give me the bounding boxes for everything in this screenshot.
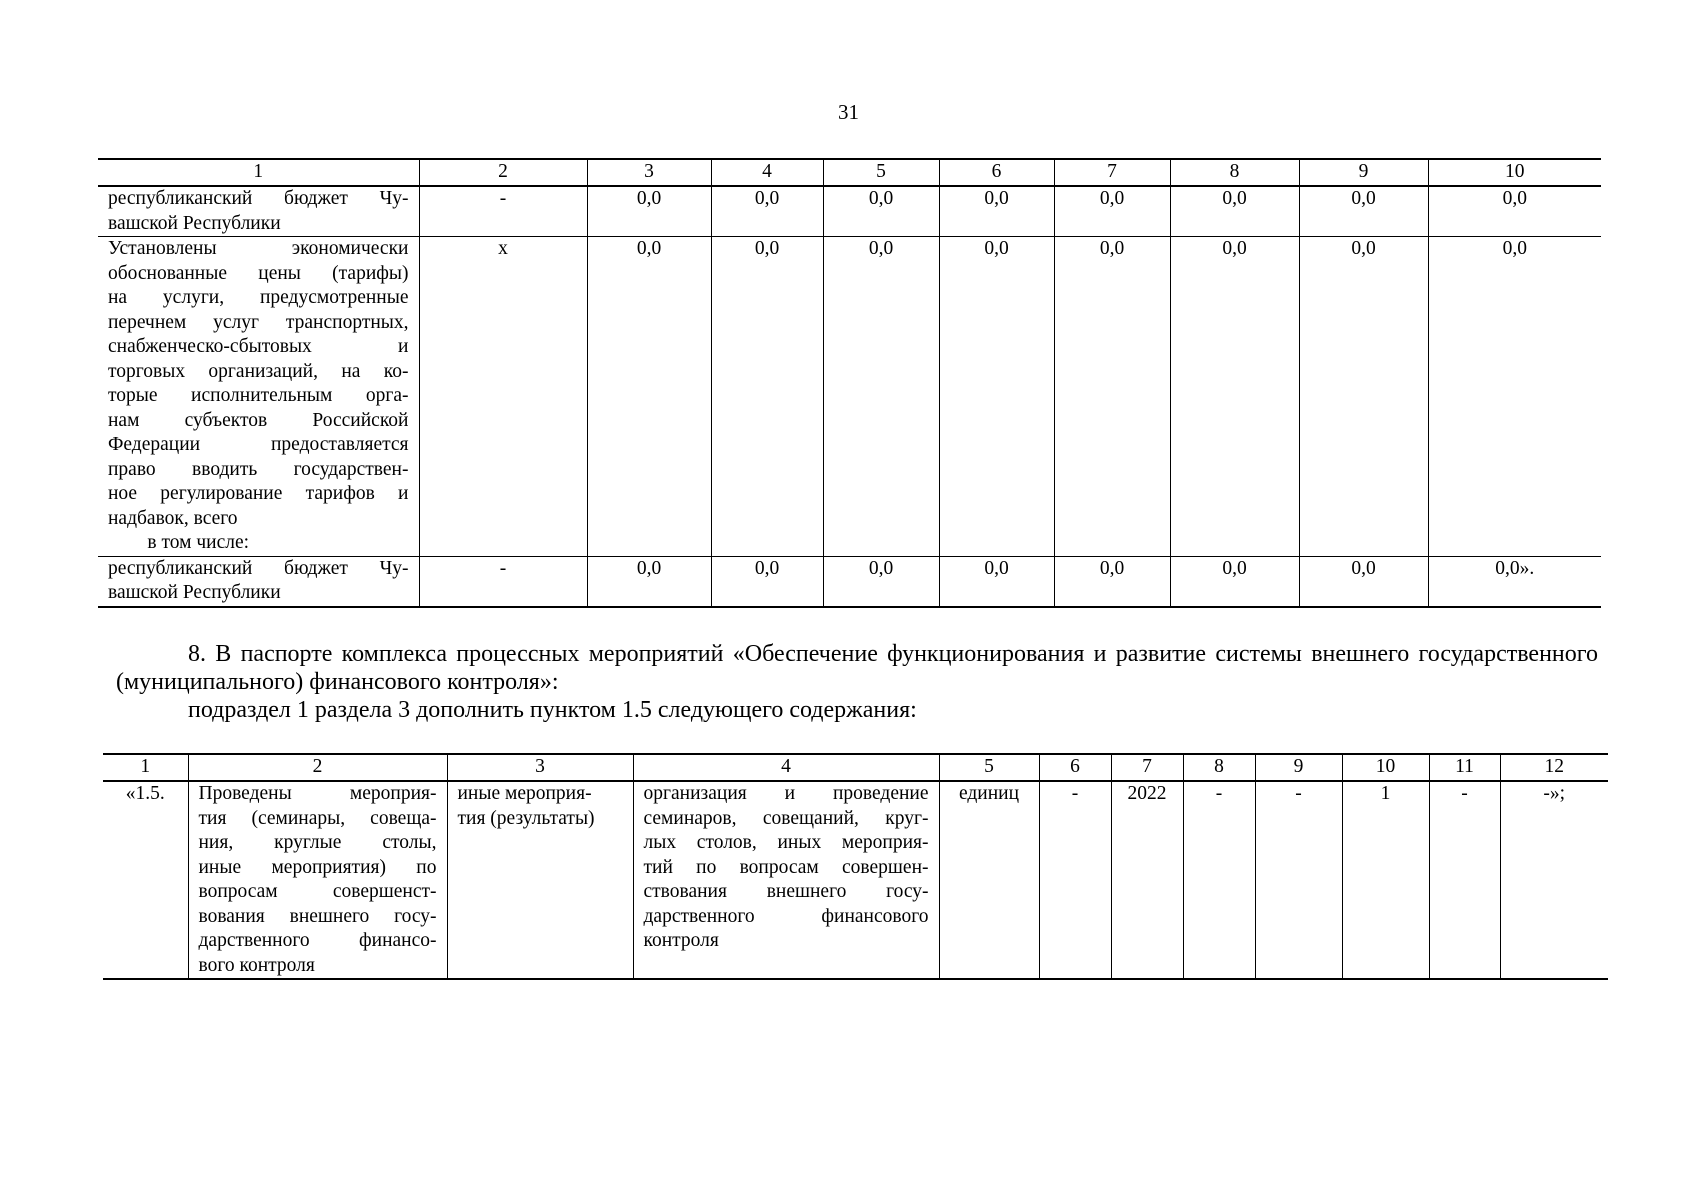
table-cell: - — [419, 556, 587, 607]
table-cell: -»; — [1500, 781, 1608, 979]
amendment-subparagraph: подраздел 1 раздела 3 дополнить пунктом 1.5 следующего содержания: — [188, 697, 917, 723]
table-cell: 0,0 — [1299, 186, 1428, 237]
column-header: 10 — [1342, 754, 1429, 781]
column-header: 11 — [1429, 754, 1500, 781]
table-cell: 1 — [1342, 781, 1429, 979]
row-description: Установлены экономически обоснованные цены (тарифы) на услуги, предусмотренные перечнем услуг транспортных, снабженческо-сбытовых и торговых организаций, на ко- торые исполнительным орга- нам субъектов Российской Федерации предоставляется право вводить государствен- ное регулирование тарифов и надбавок, всего в том числе: — [98, 237, 419, 557]
table-cell: 0,0 — [1299, 237, 1428, 557]
column-header: 5 — [939, 754, 1039, 781]
column-header: 2 — [419, 159, 587, 186]
table-cell: - — [419, 186, 587, 237]
table-cell: 0,0 — [711, 237, 823, 557]
page-number: 31 — [838, 100, 859, 124]
measures-table — [103, 753, 1608, 980]
table-row — [98, 237, 1601, 557]
column-header: 7 — [1111, 754, 1183, 781]
table-cell: 0,0 — [711, 556, 823, 607]
table-cell: 0,0 — [1054, 186, 1170, 237]
table-cell: 0,0 — [1428, 186, 1601, 237]
table-cell: 0,0 — [711, 186, 823, 237]
table-cell: 0,0 — [939, 237, 1054, 557]
budget-table — [98, 158, 1601, 608]
column-header: 1 — [98, 159, 419, 186]
table-row — [103, 781, 1608, 979]
table-cell: 0,0 — [1299, 556, 1428, 607]
row-description: республиканский бюджет Чу- вашской Республики — [98, 186, 419, 237]
column-header: 9 — [1299, 159, 1428, 186]
table-cell: х — [419, 237, 587, 557]
column-header: 9 — [1255, 754, 1342, 781]
table-header-row — [103, 754, 1608, 781]
result-type: иные мероприя- тия (результаты) — [447, 781, 633, 979]
table-cell: 0,0». — [1428, 556, 1601, 607]
table-cell: 0,0 — [1054, 237, 1170, 557]
column-header: 10 — [1428, 159, 1601, 186]
column-header: 6 — [1039, 754, 1111, 781]
table-cell: - — [1429, 781, 1500, 979]
table-cell: 0,0 — [939, 186, 1054, 237]
table-cell: 0,0 — [939, 556, 1054, 607]
table-cell: 0,0 — [587, 556, 711, 607]
table-cell: - — [1255, 781, 1342, 979]
column-header: 8 — [1170, 159, 1299, 186]
table-cell: 0,0 — [1170, 186, 1299, 237]
column-header: 1 — [103, 754, 188, 781]
unit-of-measure: единиц — [939, 781, 1039, 979]
table-cell: 0,0 — [1170, 237, 1299, 557]
subtotal-label: в том числе: — [147, 532, 250, 553]
table-row — [98, 556, 1601, 607]
table-cell: 0,0 — [1428, 237, 1601, 557]
column-header: 4 — [711, 159, 823, 186]
result-name: Проведены мероприя- тия (семинары, совеща- ния, круглые столы, иные мероприятия) по вопросам совершенст- вования внешнего госу- дарственного финансо- вого контроля — [188, 781, 447, 979]
amendment-paragraph: 8. В паспорте комплекса процессных мероприятий «Обеспечение функционирования и развитие системы внешнего государственного (муниципального) финансового контроля»: — [116, 641, 1598, 695]
column-header: 3 — [587, 159, 711, 186]
row-description: республиканский бюджет Чу- вашской Республики — [98, 556, 419, 607]
column-header: 3 — [447, 754, 633, 781]
result-characteristic: организация и проведение семинаров, совещаний, круг- лых столов, иных мероприя- тий по вопросам совершен- ствования внешнего госу- дарственного финансового контроля — [633, 781, 939, 979]
column-header: 6 — [939, 159, 1054, 186]
table-cell: 0,0 — [823, 556, 939, 607]
column-header: 5 — [823, 159, 939, 186]
column-header: 7 — [1054, 159, 1170, 186]
column-header: 4 — [633, 754, 939, 781]
column-header: 8 — [1183, 754, 1255, 781]
table-cell: 0,0 — [823, 237, 939, 557]
column-header: 2 — [188, 754, 447, 781]
table-row — [98, 186, 1601, 237]
table-cell: 0,0 — [587, 186, 711, 237]
table-cell: 0,0 — [1054, 556, 1170, 607]
table-cell: 0,0 — [1170, 556, 1299, 607]
item-number: «1.5. — [103, 781, 188, 979]
column-header: 12 — [1500, 754, 1608, 781]
table-cell: 0,0 — [823, 186, 939, 237]
base-year: 2022 — [1111, 781, 1183, 979]
table-header-row — [98, 159, 1601, 186]
table-cell: 0,0 — [587, 237, 711, 557]
table-cell: - — [1183, 781, 1255, 979]
table-cell: - — [1039, 781, 1111, 979]
